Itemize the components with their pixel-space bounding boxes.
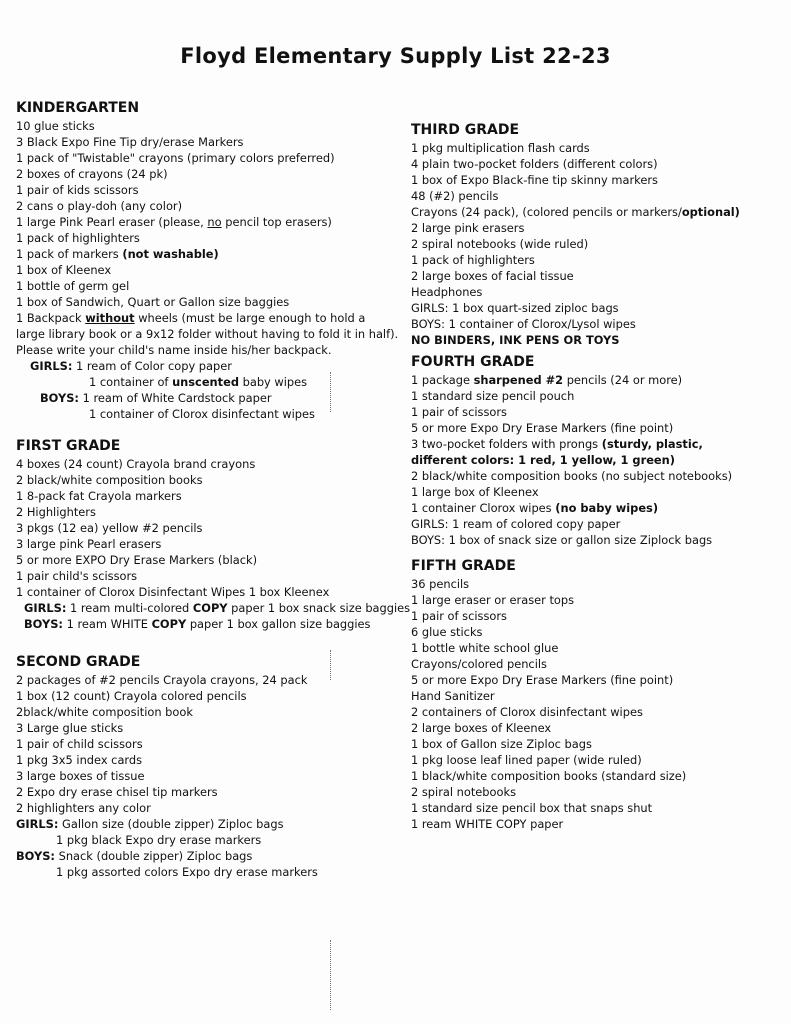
- bold-text: (sturdy, plastic,: [601, 437, 703, 451]
- list-item: 2 highlighters any color: [16, 801, 151, 815]
- list-item: 2 black/white composition books (no subject notebooks): [411, 469, 733, 483]
- bold-text: COPY: [192, 601, 228, 615]
- list-item: 1 bottle white school glue: [411, 641, 559, 655]
- girls-line: [16, 358, 410, 374]
- list-item: 1 8-pack fat Crayola markers: [16, 489, 182, 503]
- text: Crayons (24 pack), (colored pencils or markers/: [411, 205, 682, 219]
- list-item: 1 box of Expo Black-fine tip skinny markers: [411, 173, 658, 187]
- text: 1 Backpack: [16, 311, 86, 325]
- fifth-grade-heading: FIFTH GRADE: [411, 558, 516, 574]
- underlined-text: no: [207, 215, 222, 229]
- boys-line: 1 pkg assorted colors Expo dry erase markers: [56, 865, 318, 879]
- list-item: 10 glue sticks: [16, 119, 95, 133]
- list-item: 2 spiral notebooks (wide ruled): [411, 237, 589, 251]
- boys-label: BOYS:: [16, 849, 55, 863]
- page-title: Floyd Elementary Supply List 22-23: [180, 44, 611, 68]
- text: pencils (24 or more): [563, 373, 683, 387]
- list-item: 3 pkgs (12 ea) yellow #2 pencils: [16, 521, 203, 535]
- list-item: 3 Large glue sticks: [16, 721, 124, 735]
- list-item: 2 Highlighters: [16, 505, 96, 519]
- girls-line: [16, 374, 410, 390]
- left-column: [16, 98, 410, 880]
- list-item: [411, 436, 740, 452]
- list-item: 48 (#2) pencils: [411, 189, 499, 203]
- list-item: 1 container of Clorox Disinfectant Wipes 1 box Kleenex: [16, 585, 330, 599]
- list-item: 1 pair of scissors: [411, 405, 507, 419]
- list-item: Please write your child's name inside his/her backpack.: [16, 343, 332, 357]
- list-item: 2 black/white composition books: [16, 473, 203, 487]
- text: 1 ream of Color copy paper: [72, 359, 232, 373]
- list-item: large library book or a 9x12 folder without having to fold it in half).: [16, 327, 399, 341]
- text: 1 container of: [89, 375, 173, 389]
- list-item: 2 large pink erasers: [411, 221, 525, 235]
- list-item: [16, 310, 410, 326]
- list-item: 5 or more Expo Dry Erase Markers (fine point): [411, 673, 674, 687]
- list-item: 4 boxes (24 count) Crayola brand crayons: [16, 457, 256, 471]
- list-item: Crayons/colored pencils: [411, 657, 547, 671]
- list-item: 1 pkg multiplication flash cards: [411, 141, 590, 155]
- list-item: 2 cans o play-doh (any color): [16, 199, 183, 213]
- list-item: 4 plain two-pocket folders (different colors): [411, 157, 658, 171]
- list-item: 6 glue sticks: [411, 625, 483, 639]
- girls-line: GIRLS: 1 ream of colored copy paper: [411, 517, 621, 531]
- bold-text: unscented: [172, 375, 239, 389]
- girls-label: GIRLS:: [24, 601, 67, 615]
- boys-line: [16, 616, 410, 632]
- text: pencil top erasers): [221, 215, 332, 229]
- bold-text: sharpened #2: [473, 373, 564, 387]
- list-item: 1 pair of kids scissors: [16, 183, 139, 197]
- text: baby wipes: [238, 375, 308, 389]
- right-column: [411, 120, 740, 832]
- bold-text: COPY: [151, 617, 187, 631]
- list-item: 3 large boxes of tissue: [16, 769, 145, 783]
- list-item: 1 black/white composition books (standard size): [411, 769, 687, 783]
- list-item: Headphones: [411, 285, 483, 299]
- text: 1 ream of White Cardstock paper: [78, 391, 272, 405]
- list-item: [411, 500, 740, 516]
- text: 1 ream WHITE: [62, 617, 152, 631]
- list-item: 36 pencils: [411, 577, 470, 591]
- text: paper 1 box gallon size baggies: [186, 617, 371, 631]
- girls-line: [16, 816, 410, 832]
- list-item: 1 box of Sandwich, Quart or Gallon size baggies: [16, 295, 290, 309]
- girls-label: GIRLS:: [16, 817, 59, 831]
- kindergarten-heading: KINDERGARTEN: [16, 100, 140, 116]
- list-item: different colors: 1 red, 1 yellow, 1 green): [411, 453, 675, 467]
- list-item: 5 or more Expo Dry Erase Markers (fine point): [411, 421, 674, 435]
- third-grade-heading: THIRD GRADE: [411, 122, 520, 138]
- boys-label: BOYS:: [40, 391, 79, 405]
- boys-line: BOYS: 1 container of Clorox/Lysol wipes: [411, 317, 636, 331]
- girls-line: 1 pkg black Expo dry erase markers: [56, 833, 262, 847]
- bold-text: optional): [681, 205, 740, 219]
- list-item: 1 large box of Kleenex: [411, 485, 539, 499]
- list-item: [411, 204, 740, 220]
- list-item: 1 pair of scissors: [411, 609, 507, 623]
- list-item: 2 packages of #2 pencils Crayola crayons, 24 pack: [16, 673, 308, 687]
- list-item: Hand Sanitizer: [411, 689, 495, 703]
- note-line: NO BINDERS, INK PENS OR TOYS: [411, 333, 620, 347]
- text: 1 large Pink Pearl eraser (please,: [16, 215, 208, 229]
- scan-mark: [330, 940, 331, 1010]
- list-item: 2 boxes of crayons (24 pk): [16, 167, 168, 181]
- list-item: 1 ream WHITE COPY paper: [411, 817, 564, 831]
- second-grade-heading: SECOND GRADE: [16, 654, 141, 670]
- text: 1 ream multi-colored: [66, 601, 193, 615]
- list-item: [16, 214, 410, 230]
- list-item: 3 large pink Pearl erasers: [16, 537, 162, 551]
- list-item: 2 spiral notebooks: [411, 785, 517, 799]
- list-item: 1 pack of "Twistable" crayons (primary colors preferred): [16, 151, 335, 165]
- girls-label: GIRLS:: [30, 359, 73, 373]
- boys-line: [16, 848, 410, 864]
- text: Snack (double zipper) Ziploc bags: [54, 849, 253, 863]
- text: wheels (must be large enough to hold a: [134, 311, 366, 325]
- list-item: 1 box (12 count) Crayola colored pencils: [16, 689, 247, 703]
- bold-text: (no baby wipes): [555, 501, 659, 515]
- list-item: [411, 372, 740, 388]
- list-item: 5 or more EXPO Dry Erase Markers (black): [16, 553, 258, 567]
- list-item: 2 Expo dry erase chisel tip markers: [16, 785, 218, 799]
- list-item: 2 containers of Clorox disinfectant wipes: [411, 705, 643, 719]
- boys-line: 1 container of Clorox disinfectant wipes: [89, 407, 315, 421]
- list-item: 1 bottle of germ gel: [16, 279, 130, 293]
- list-item: 1 pair of child scissors: [16, 737, 143, 751]
- list-item: 2black/white composition book: [16, 705, 193, 719]
- boys-line: BOYS: 1 box of snack size or gallon size Ziplock bags: [411, 533, 713, 547]
- list-item: 1 box of Kleenex: [16, 263, 112, 277]
- boys-line: [16, 390, 410, 406]
- list-item: 1 pair child's scissors: [16, 569, 138, 583]
- text: 3 two-pocket folders with prongs: [411, 437, 602, 451]
- list-item: 1 pkg 3x5 index cards: [16, 753, 143, 767]
- fourth-grade-heading: FOURTH GRADE: [411, 354, 535, 370]
- girls-line: [16, 600, 410, 616]
- scan-mark: [330, 372, 331, 412]
- first-grade-heading: FIRST GRADE: [16, 438, 121, 454]
- list-item: 1 standard size pencil box that snaps shut: [411, 801, 653, 815]
- bold-text: (not washable): [122, 247, 219, 261]
- list-item: 1 pack of highlighters: [411, 253, 535, 267]
- list-item: 2 large boxes of facial tissue: [411, 269, 574, 283]
- girls-line: GIRLS: 1 box quart-sized ziploc bags: [411, 301, 619, 315]
- list-item: 1 box of Gallon size Ziploc bags: [411, 737, 592, 751]
- list-item: 1 pack of highlighters: [16, 231, 140, 245]
- boys-label: BOYS:: [24, 617, 63, 631]
- list-item: 1 pkg loose leaf lined paper (wide ruled): [411, 753, 642, 767]
- text: 1 package: [411, 373, 474, 387]
- list-item: 3 Black Expo Fine Tip dry/erase Markers: [16, 135, 244, 149]
- list-item: 2 large boxes of Kleenex: [411, 721, 552, 735]
- list-item: 1 standard size pencil pouch: [411, 389, 575, 403]
- underlined-text: without: [85, 311, 135, 325]
- list-item: 1 large eraser or eraser tops: [411, 593, 575, 607]
- text: 1 container Clorox wipes: [411, 501, 556, 515]
- scan-mark: [330, 650, 331, 680]
- text: paper 1 box snack size baggies: [227, 601, 411, 615]
- list-item: [16, 246, 410, 262]
- text: 1 pack of markers: [16, 247, 123, 261]
- text: Gallon size (double zipper) Ziploc bags: [58, 817, 284, 831]
